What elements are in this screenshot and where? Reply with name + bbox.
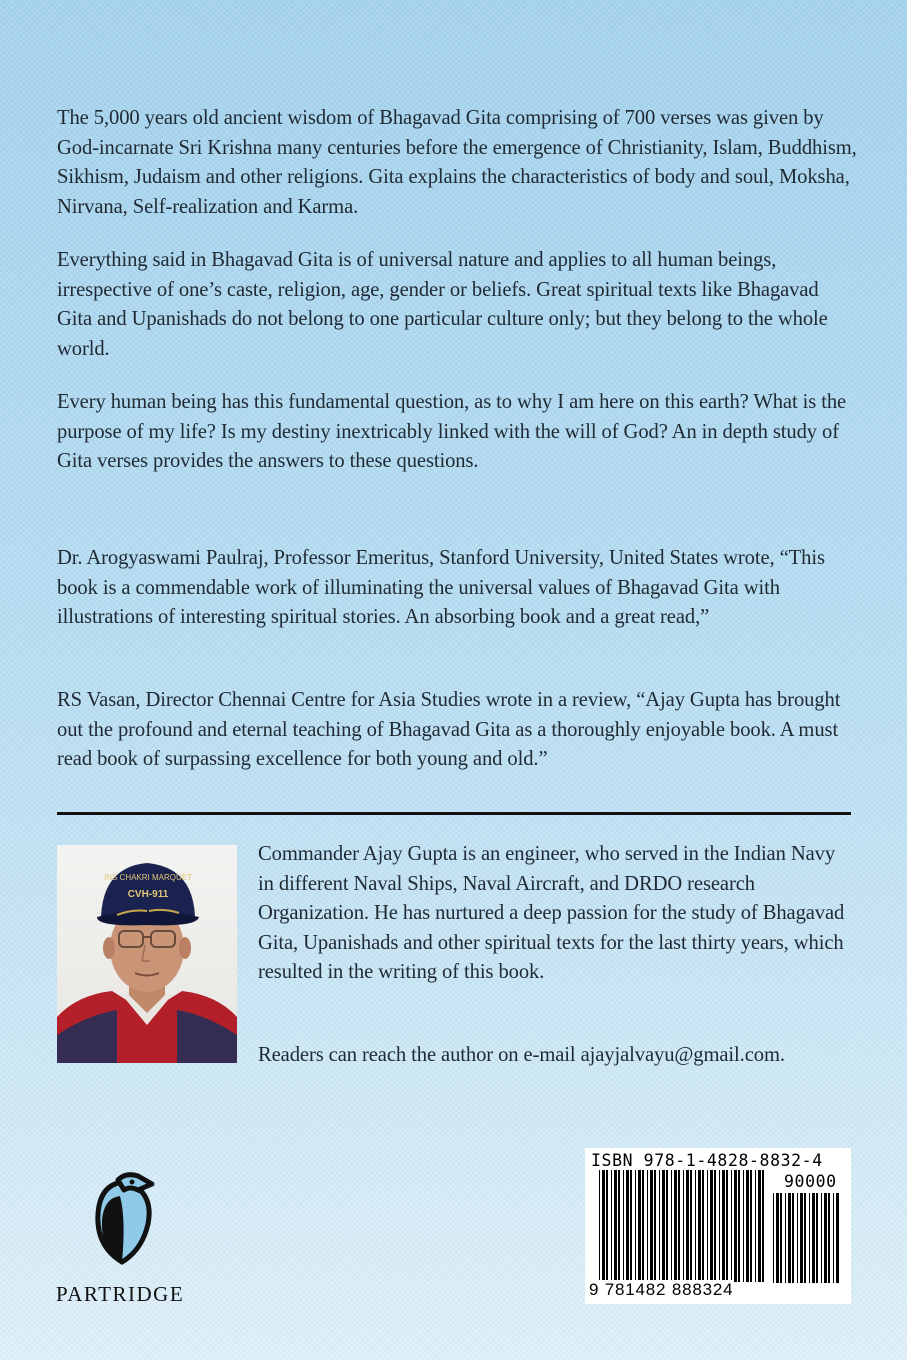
barcode-bar	[599, 1170, 600, 1282]
author-bio-text: Commander Ajay Gupta is an engineer, who served in the Indian Navy in different Naval Ships, Naval Aircraft, and DRDO research Organization. He has nurtured a deep passion for the study of Bhagavad Gita, Upanishads and other spiritual texts for the last thirty years, which resulted in the writing of this book.	[258, 843, 845, 983]
barcode-bar	[678, 1170, 680, 1282]
barcode-bar	[626, 1170, 629, 1282]
author-bio	[258, 840, 853, 988]
barcode-bar	[792, 1193, 794, 1283]
barcode-bar	[683, 1170, 684, 1282]
barcode-bar	[776, 1193, 779, 1283]
barcode-bar	[602, 1170, 605, 1282]
barcode-bar	[635, 1170, 636, 1282]
barcode-bar	[662, 1170, 665, 1282]
barcode-bar	[726, 1170, 728, 1282]
cap-text: INS CHAKRI MARQUET	[103, 873, 193, 882]
barcode-bar	[695, 1170, 696, 1282]
author-photo	[57, 845, 237, 1063]
section-divider	[57, 812, 851, 815]
barcode-bar	[719, 1170, 720, 1282]
author-contact	[258, 1041, 853, 1071]
barcode-digits: 9 781482 888324	[589, 1280, 734, 1299]
barcode-bar	[833, 1193, 834, 1283]
barcode-bar	[647, 1170, 648, 1282]
barcode-bar	[780, 1193, 782, 1283]
barcode-bar	[762, 1170, 764, 1282]
description-paragraph-2	[57, 246, 857, 364]
review-text: Dr. Arogyaswami Paulraj, Professor Emeritus, Stanford University, United States wrote, “This book is a commendable work of illuminating the universal values of Bhagavad Gita with illustrations of interesting spiritual stories. An absorbing book and a great read,”	[57, 547, 825, 628]
barcode-bar	[734, 1170, 737, 1282]
cap-badge: CVH-911	[127, 889, 169, 900]
barcode-bars	[599, 1170, 769, 1282]
description-paragraph-1	[57, 104, 857, 222]
description-text: Every human being has this fundamental question, as to why I am here on this earth? What is the purpose of my life? Is my destiny inextricably linked with the will of God? An in depth study of Gita verses provides the answers to these questions.	[57, 391, 847, 472]
barcode-bar	[618, 1170, 620, 1282]
barcode-bar	[743, 1170, 744, 1282]
barcode-bar	[722, 1170, 725, 1282]
author-contact-text: Readers can reach the author on e-mail ajayjalvayu@gmail.com.	[258, 1044, 785, 1066]
barcode-bar	[690, 1170, 692, 1282]
barcode-bar	[611, 1170, 612, 1282]
publisher-name: PARTRIDGE	[56, 1282, 185, 1306]
barcode-bar	[630, 1170, 632, 1282]
barcode-bar	[606, 1170, 608, 1282]
price-code: 90000	[784, 1172, 837, 1191]
barcode-bar	[797, 1193, 798, 1283]
barcode-bar	[698, 1170, 701, 1282]
barcode-bar	[738, 1170, 740, 1282]
barcode-bar	[788, 1193, 791, 1283]
barcode-bar	[659, 1170, 660, 1282]
barcode-bar	[755, 1170, 756, 1282]
description-text: Everything said in Bhagavad Gita is of universal nature and applies to all human beings, irrespective of one’s caste, religion, age, gender or beliefs. Great spiritual texts like Bhagavad Gita and Upanishads do not belong to one particular culture only; but they belong to the whole world.	[57, 249, 828, 360]
isbn-label: ISBN 978-1-4828-8832-4	[591, 1151, 823, 1170]
barcode-bar	[674, 1170, 677, 1282]
barcode-bar	[707, 1170, 708, 1282]
barcode-bar	[816, 1193, 818, 1283]
review-vasan	[57, 686, 857, 775]
barcode-bar	[731, 1170, 732, 1282]
barcode-bar	[800, 1193, 803, 1283]
barcode-bar	[773, 1193, 774, 1283]
barcode-bar	[746, 1170, 749, 1282]
barcode-bar	[686, 1170, 689, 1282]
description-paragraph-3	[57, 388, 857, 477]
review-paulraj	[57, 544, 857, 633]
barcode-bar	[828, 1193, 830, 1283]
barcode-bar	[614, 1170, 617, 1282]
barcode-bar	[623, 1170, 624, 1282]
barcode-bar	[821, 1193, 822, 1283]
barcode-bar	[714, 1170, 716, 1282]
barcode-bar	[758, 1170, 761, 1282]
description-text: The 5,000 years old ancient wisdom of Bhagavad Gita comprising of 700 verses was given by God-incarnate Sri Krishna many centuries before the emergence of Christianity, Islam, Buddhism, Sikhism, Judaism and other religions. Gita explains the characteristics of body and soul, Moksha, Nirvana, Self-realization and Karma.	[57, 107, 857, 218]
barcode-bar	[654, 1170, 656, 1282]
barcode-bar	[638, 1170, 641, 1282]
author-portrait-illustration	[57, 845, 237, 1063]
review-text: RS Vasan, Director Chennai Centre for Asia Studies wrote in a review, “Ajay Gupta has brought out the profound and eternal teaching of Bhagavad Gita as a thoroughly enjoyable book. A must read book of surpassing excellence for both young and old.”	[57, 689, 841, 770]
barcode-bar	[804, 1193, 806, 1283]
barcode-bar	[785, 1193, 786, 1283]
barcode-bar	[650, 1170, 653, 1282]
bird-logo-icon	[86, 1168, 166, 1268]
barcode-bar	[671, 1170, 672, 1282]
barcode-bar	[809, 1193, 810, 1283]
publisher-logo	[56, 1168, 206, 1308]
barcode-bar	[836, 1193, 839, 1283]
barcode-bar	[702, 1170, 704, 1282]
barcode-addon-bars	[773, 1193, 843, 1283]
isbn-barcode	[585, 1148, 851, 1304]
barcode-bar	[666, 1170, 668, 1282]
barcode-bar	[812, 1193, 815, 1283]
barcode-bar	[642, 1170, 644, 1282]
barcode-bar	[750, 1170, 752, 1282]
barcode-bar	[824, 1193, 827, 1283]
barcode-bar	[710, 1170, 713, 1282]
